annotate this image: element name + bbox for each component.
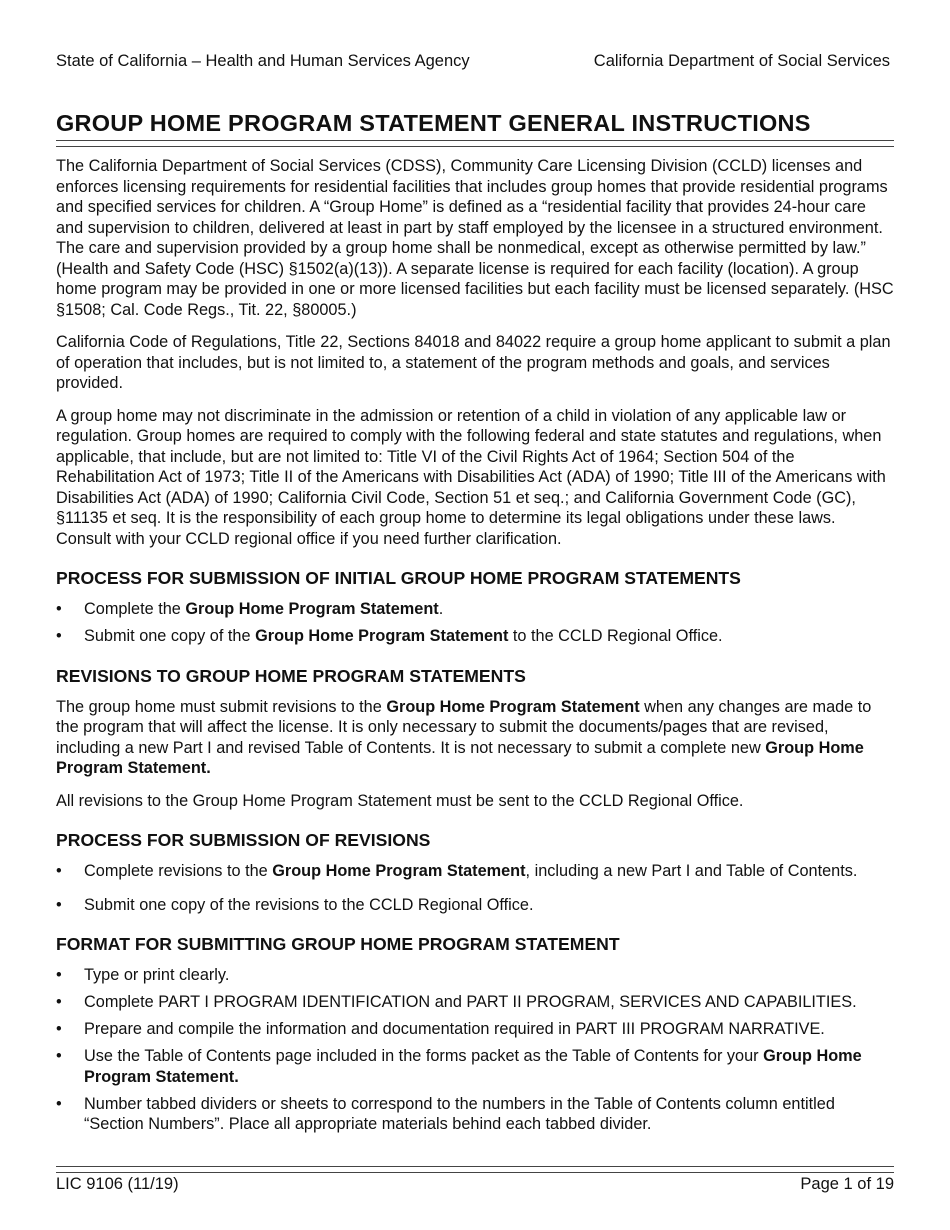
section-heading-revisions: REVISIONS TO GROUP HOME PROGRAM STATEMENTS: [56, 665, 526, 686]
intro-paragraph-1: The California Department of Social Services (CDSS), Community Care Licensing Division (CCLD) licenses and enforces licensing requirements for residential facilities that includes group homes that provide residential programs and specified services for children. A “Group Home” is defined as a “residential facility that provides 24-hour care and supervision to children, delivered at least in part by staff employed by the licensee in a structured environment. The care and supervision provided by a group home shall be nonmedical, except as otherwise permitted by law.” (Health and Safety Code (HSC) §1502(a)(13)). A separate license is required for each facility (location). A group home program may be provided in one or more licensed facilities but each facility must be licensed separately. (HSC §1508; Cal. Code Regs., Tit. 22, §80005.): [56, 157, 894, 319]
list-item: • Complete revisions to the Group Home Program Statement, including a new Part I and Table of Contents.: [56, 861, 894, 882]
list-item: • Complete the Group Home Program Statement.: [56, 599, 894, 620]
document-body: [56, 156, 894, 1147]
intro-paragraph-2: California Code of Regulations, Title 22, Sections 84018 and 84022 require a group home applicant to submit a plan of operation that includes, but is not limited to, a statement of the program methods and goals, and services provided.: [56, 333, 891, 392]
list-item: • Submit one copy of the Group Home Program Statement to the CCLD Regional Office.: [56, 626, 894, 647]
header-agency: State of California – Health and Human Services Agency: [56, 52, 470, 70]
list-item: • Submit one copy of the revisions to the CCLD Regional Office.: [56, 895, 894, 916]
section-heading-format: FORMAT FOR SUBMITTING GROUP HOME PROGRAM STATEMENT: [56, 934, 620, 954]
revision-process-list: [56, 861, 894, 915]
format-list: [56, 965, 894, 1135]
footer-rule: [56, 1166, 894, 1173]
revisions-paragraph-1: The group home must submit revisions to the Group Home Program Statement when any changes are made to the program that will affect the license. It is only necessary to submit the documents/pages that are revised, including a new Part I and revised Table of Contents. It is not necessary to submit a complete new Group Home Program Statement.: [56, 697, 872, 777]
page-number: Page 1 of 19: [800, 1175, 894, 1193]
page-footer: [56, 1175, 894, 1194]
list-item: • Type or print clearly.: [56, 965, 894, 986]
initial-list: [56, 599, 894, 647]
document-title: GROUP HOME PROGRAM STATEMENT GENERAL INSTRUCTIONS: [56, 110, 811, 136]
form-id: LIC 9106 (11/19): [56, 1175, 179, 1193]
intro-paragraph-3: A group home may not discriminate in the admission or retention of a child in violation of any applicable law or regulation. Group homes are required to comply with the following federal and state statutes and regulations, when applicable, that include, but are not limited to: Title VI of the Civil Rights Act of 1964; Section 504 of the Rehabilitation Act of 1973; Title II of the Americans with Disabilities Act (ADA) of 1990; Title III of the Americans with Disabilities Act (ADA) of 1990; California Civil Code, Section 51 et seq.; and California Government Code (GC), §11135 et seq. It is the responsibility of each group home to determine its legal obligations under these laws. Consult with your CCLD regional office if you need further clarification.: [56, 406, 886, 548]
list-item: • Number tabbed dividers or sheets to correspond to the numbers in the Table of Contents column entitled “Section Numbers”. Place all appropriate materials behind each tabbed divider.: [56, 1094, 894, 1135]
header-department: California Department of Social Services: [593, 52, 890, 70]
revisions-paragraph-2: All revisions to the Group Home Program Statement must be sent to the CCLD Regional Office.: [56, 791, 744, 810]
section-heading-revision-process: PROCESS FOR SUBMISSION OF REVISIONS: [56, 830, 431, 850]
page-header: [56, 52, 890, 71]
title-rule: [56, 140, 894, 147]
list-item: • Complete PART I PROGRAM IDENTIFICATION and PART II PROGRAM, SERVICES AND CAPABILITIES.: [56, 992, 894, 1013]
section-heading-initial: PROCESS FOR SUBMISSION OF INITIAL GROUP HOME PROGRAM STATEMENTS: [56, 568, 741, 588]
list-item: • Prepare and compile the information and documentation required in PART III PROGRAM NARRATIVE.: [56, 1019, 894, 1040]
list-item: • Use the Table of Contents page included in the forms packet as the Table of Contents for your Group Home Program Statement.: [56, 1046, 894, 1087]
